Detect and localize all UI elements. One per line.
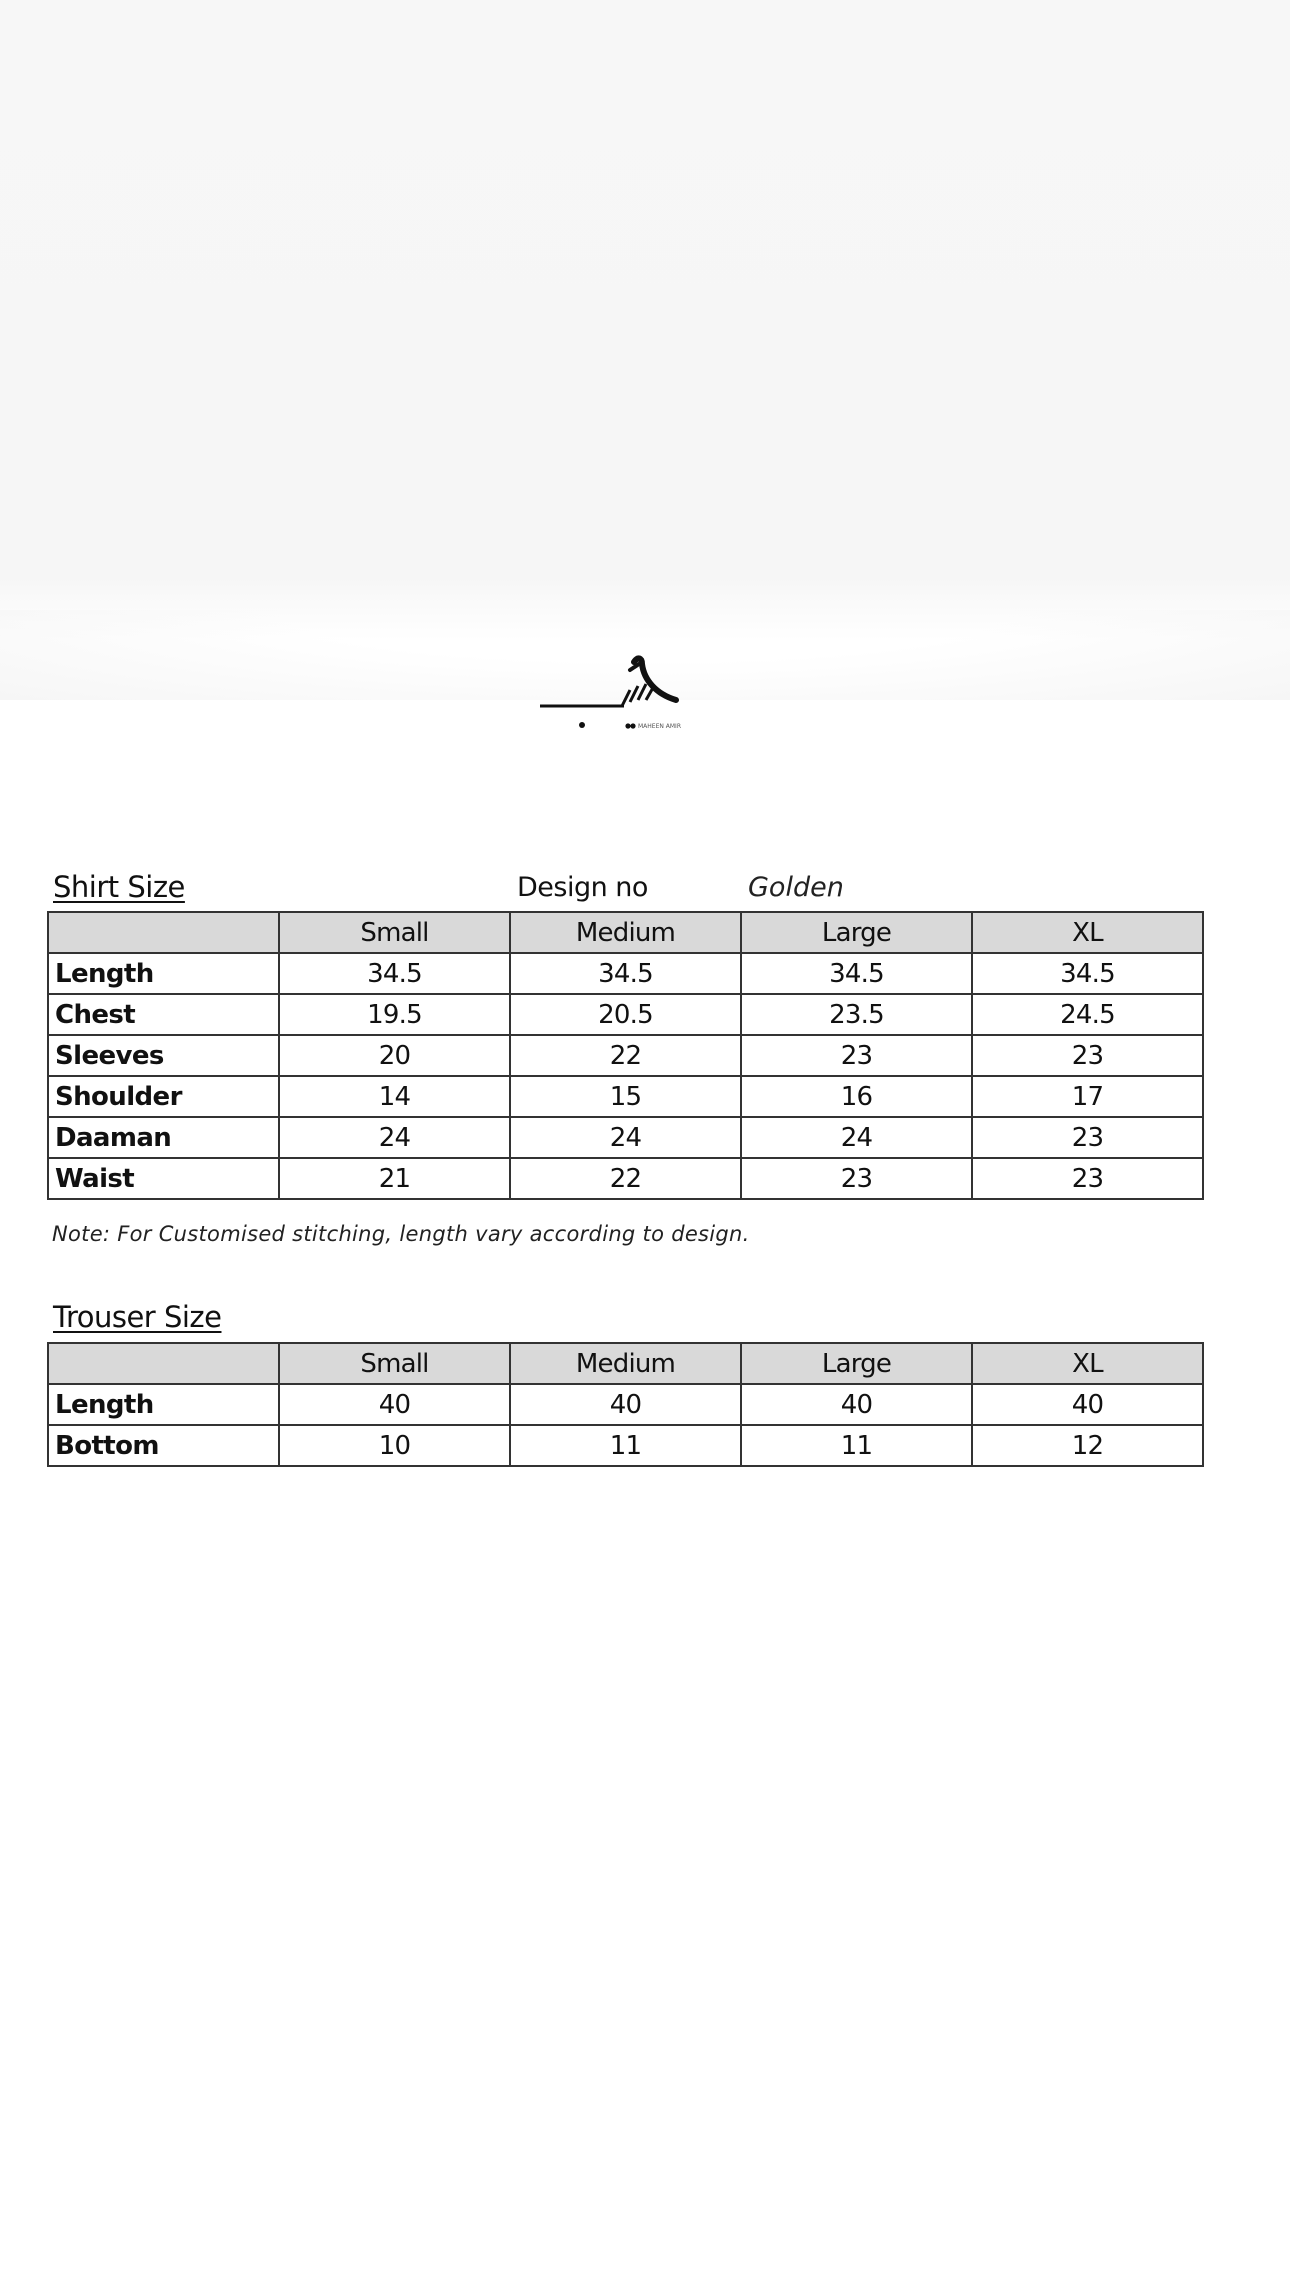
table-cell: 34.5: [972, 953, 1203, 994]
row-label: Waist: [48, 1158, 279, 1199]
row-label: Bottom: [48, 1425, 279, 1466]
table-header-row: [48, 1343, 1203, 1384]
row-label: Shoulder: [48, 1076, 279, 1117]
header-cell-xl: XL: [972, 912, 1203, 953]
table-cell: 23: [972, 1035, 1203, 1076]
row-label: Length: [48, 1384, 279, 1425]
header-cell-medium: Medium: [510, 912, 741, 953]
table-cell: 40: [972, 1384, 1203, 1425]
header-cell-empty: [48, 1343, 279, 1384]
table-cell: 11: [741, 1425, 972, 1466]
top-background: [0, 0, 1290, 640]
table-cell: 20: [279, 1035, 510, 1076]
table-cell: 34.5: [279, 953, 510, 994]
table-cell: 20.5: [510, 994, 741, 1035]
header-cell-small: Small: [279, 1343, 510, 1384]
table-cell: 40: [741, 1384, 972, 1425]
shirt-size-title: Shirt Size: [53, 870, 185, 904]
table-row: [48, 1158, 1203, 1199]
table-cell: 40: [510, 1384, 741, 1425]
table-cell: 24: [510, 1117, 741, 1158]
table-cell: 24.5: [972, 994, 1203, 1035]
table-cell: 34.5: [510, 953, 741, 994]
table-cell: 21: [279, 1158, 510, 1199]
table-row: [48, 1035, 1203, 1076]
table-row: [48, 1425, 1203, 1466]
shirt-size-table: [47, 911, 1204, 1200]
table-cell: 14: [279, 1076, 510, 1117]
table-row: [48, 1076, 1203, 1117]
table-cell: 23: [741, 1035, 972, 1076]
logo-tagline: MAHEEN AMIR: [638, 723, 681, 730]
table-cell: 24: [741, 1117, 972, 1158]
table-cell: 23: [972, 1158, 1203, 1199]
table-cell: 23: [741, 1158, 972, 1199]
header-cell-medium: Medium: [510, 1343, 741, 1384]
row-label: Sleeves: [48, 1035, 279, 1076]
table-cell: 10: [279, 1425, 510, 1466]
header-cell-empty: [48, 912, 279, 953]
header-cell-large: Large: [741, 912, 972, 953]
trouser-size-table: [47, 1342, 1204, 1467]
table-header-row: [48, 912, 1203, 953]
table-row: [48, 953, 1203, 994]
design-no-value: Golden: [748, 872, 844, 903]
table-cell: 22: [510, 1158, 741, 1199]
table-row: [48, 1117, 1203, 1158]
table-row: [48, 1384, 1203, 1425]
table-cell: 24: [279, 1117, 510, 1158]
header-cell-xl: XL: [972, 1343, 1203, 1384]
table-cell: 12: [972, 1425, 1203, 1466]
table-cell: 23: [972, 1117, 1203, 1158]
table-cell: 17: [972, 1076, 1203, 1117]
row-label: Daaman: [48, 1117, 279, 1158]
header-cell-small: Small: [279, 912, 510, 953]
table-cell: 15: [510, 1076, 741, 1117]
table-cell: 34.5: [741, 953, 972, 994]
design-no-label: Design no: [517, 872, 648, 903]
row-label: Chest: [48, 994, 279, 1035]
table-row: [48, 994, 1203, 1035]
brand-logo-icon: [530, 650, 720, 750]
table-cell: 11: [510, 1425, 741, 1466]
table-cell: 16: [741, 1076, 972, 1117]
row-label: Length: [48, 953, 279, 994]
customisation-note: Note: For Customised stitching, length vary according to design.: [52, 1222, 750, 1246]
trouser-size-title: Trouser Size: [53, 1300, 222, 1334]
table-cell: 23.5: [741, 994, 972, 1035]
header-cell-large: Large: [741, 1343, 972, 1384]
table-cell: 40: [279, 1384, 510, 1425]
table-cell: 22: [510, 1035, 741, 1076]
table-cell: 19.5: [279, 994, 510, 1035]
